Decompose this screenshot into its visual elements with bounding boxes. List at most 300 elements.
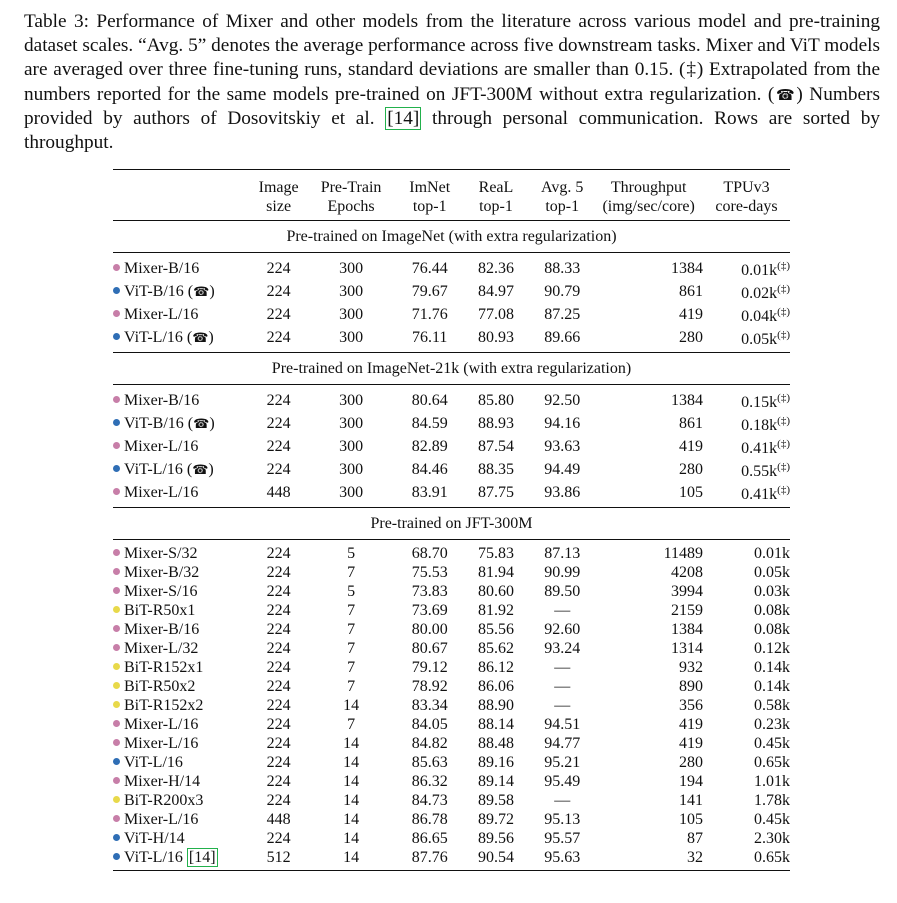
throughput-cell: 861 (678, 415, 703, 432)
throughput-cell: 2159 (670, 602, 703, 619)
table-row (113, 601, 790, 620)
throughput-cell: 890 (678, 678, 703, 695)
model-name: BiT-R152x2 (124, 697, 204, 714)
model-cell (113, 639, 253, 658)
tpu-cell (703, 385, 790, 413)
throughput-cell: 419 (678, 735, 703, 752)
results-table (113, 169, 790, 871)
tpu-value: 0.55k (741, 463, 778, 480)
citation-link[interactable]: [14] (188, 849, 216, 866)
mixer-marker-icon (113, 396, 120, 403)
tpu-cell (703, 563, 790, 582)
mixer-marker-icon (113, 310, 120, 317)
tpu-value: 0.01k (754, 545, 790, 562)
table-body (113, 221, 790, 871)
throughput-cell: 419 (678, 716, 703, 733)
avg5-cell: 89.50 (544, 583, 581, 600)
epochs-cell: 300 (339, 392, 364, 409)
header-epochs-2: Epochs (327, 198, 375, 215)
epochs-cell: 14 (304, 848, 397, 871)
paren-close: ) (208, 328, 214, 346)
model-name: Mixer-L/16 (124, 735, 199, 752)
epochs-cell: 7 (347, 716, 356, 733)
mixer-marker-icon (113, 720, 120, 727)
header-imnet-2: top-1 (412, 198, 447, 215)
mixer-marker-icon (113, 442, 120, 449)
tpu-cell (703, 458, 790, 481)
epochs-cell: 7 (347, 602, 356, 619)
phone-icon: ☎ (193, 416, 210, 432)
imnet-cell: 71.76 (411, 306, 448, 323)
throughput-cell: 280 (678, 754, 703, 771)
phone-icon: ☎ (193, 284, 210, 300)
model-cell (113, 734, 253, 753)
header-row-2 (113, 197, 790, 221)
model-name: Mixer-L/16 (124, 306, 199, 323)
section-header (113, 221, 790, 253)
table-row (113, 677, 790, 696)
avg5-cell: 88.33 (544, 260, 581, 277)
header-avg5-2: top-1 (545, 198, 580, 215)
image-size-cell: 224 (266, 659, 291, 676)
model-cell (113, 620, 253, 639)
real-cell: 84.97 (477, 283, 514, 300)
mixer-marker-icon (113, 739, 120, 746)
tpu-cell (703, 753, 790, 772)
tpu-value: 0.05k (754, 564, 790, 581)
image-size-cell: 224 (266, 830, 291, 847)
real-cell: 80.93 (477, 329, 514, 346)
avg5-cell: 95.13 (544, 811, 581, 828)
model-name: Mixer-L/32 (124, 640, 199, 657)
throughput-cell: 105 (678, 811, 703, 828)
model-cell (113, 791, 253, 810)
imnet-cell: 73.69 (411, 602, 448, 619)
model-name: ViT-L/16 ( (124, 460, 193, 478)
model-cell (113, 715, 253, 734)
tpu-value: 1.01k (754, 773, 790, 790)
real-cell: 86.06 (477, 678, 514, 695)
epochs-cell: 5 (347, 583, 356, 600)
model-name: Mixer-B/32 (124, 564, 200, 581)
real-cell: 90.54 (462, 848, 530, 871)
model-name: ViT-L/16 (124, 754, 183, 771)
tpu-cell (703, 620, 790, 639)
table-row (113, 715, 790, 734)
epochs-cell: 7 (347, 640, 356, 657)
real-cell: 75.83 (477, 545, 514, 562)
image-size-cell: 224 (266, 306, 291, 323)
image-size-cell: 224 (266, 773, 291, 790)
throughput-cell: 419 (678, 438, 703, 455)
imnet-cell: 79.67 (411, 283, 448, 300)
paren-close: ) (209, 414, 215, 432)
avg5-cell: 87.13 (544, 545, 581, 562)
tpu-cell (703, 540, 790, 564)
imnet-cell: 78.92 (411, 678, 448, 695)
phone-icon: ☎ (192, 462, 209, 478)
image-size-cell: 224 (266, 260, 291, 277)
header-tpu: TPUv3 (703, 170, 790, 198)
model-cell (113, 326, 253, 353)
table-row (113, 458, 790, 481)
tpu-cell (703, 253, 790, 281)
table-row (113, 829, 790, 848)
tpu-value: 1.78k (754, 792, 790, 809)
throughput-cell: 87 (686, 830, 703, 847)
epochs-cell: 300 (339, 329, 364, 346)
epochs-cell: 14 (343, 773, 360, 790)
throughput-cell: 4208 (670, 564, 703, 581)
image-size-cell: 448 (266, 811, 291, 828)
vit-marker-icon (113, 419, 120, 426)
citation-link[interactable]: [14] (387, 107, 420, 129)
mixer-marker-icon (113, 488, 120, 495)
table-row (113, 658, 790, 677)
avg5-cell: 93.63 (544, 438, 581, 455)
vit-marker-icon (113, 853, 120, 860)
avg5-cell: 94.77 (544, 735, 581, 752)
avg5-cell: 95.49 (544, 773, 581, 790)
header-image-size-2: size (266, 198, 292, 215)
imnet-cell: 83.34 (411, 697, 448, 714)
vit-marker-icon (113, 758, 120, 765)
caption-text-4: through personal communication. Rows are sorted by throughput. (24, 107, 880, 154)
real-cell: 89.56 (477, 830, 514, 847)
model-cell (113, 435, 253, 458)
model-cell (113, 829, 253, 848)
epochs-cell: 300 (339, 438, 364, 455)
mixer-marker-icon (113, 815, 120, 822)
extrapolated-mark: (‡) (777, 306, 790, 318)
tpu-value: 0.03k (754, 583, 790, 600)
table-row (113, 303, 790, 326)
epochs-cell: 5 (347, 545, 356, 562)
avg5-cell: 92.50 (544, 392, 581, 409)
header-real: ReaL (462, 170, 530, 198)
avg5-cell: 93.24 (544, 640, 581, 657)
epochs-cell: 7 (347, 621, 356, 638)
epochs-cell: 7 (347, 564, 356, 581)
header-avg5: Avg. 5 (530, 170, 594, 198)
extrapolated-mark: (‡) (777, 438, 790, 450)
real-cell: 88.35 (477, 461, 514, 478)
table-caption (24, 10, 880, 155)
imnet-cell: 84.73 (411, 792, 448, 809)
image-size-cell: 224 (266, 564, 291, 581)
tpu-value: 0.18k (741, 417, 778, 434)
tpu-cell (703, 677, 790, 696)
throughput-cell: 280 (678, 329, 703, 346)
avg5-cell: 89.66 (544, 329, 581, 346)
imnet-cell: 84.82 (411, 735, 448, 752)
model-cell (113, 658, 253, 677)
image-size-cell: 224 (266, 602, 291, 619)
epochs-cell: 300 (339, 461, 364, 478)
epochs-cell: 300 (339, 415, 364, 432)
real-cell: 88.93 (477, 415, 514, 432)
real-cell: 87.75 (477, 484, 514, 501)
caption-text-2: . (‡) Extrapolated from the numbers reported for the same models pre-trained on JFT-300M without extra regularization. ( (24, 59, 881, 105)
avg5-cell: 95.21 (544, 754, 581, 771)
header-epochs: Pre-Train (304, 170, 397, 198)
bit-marker-icon (113, 663, 120, 670)
model-name: Mixer-H/14 (124, 773, 201, 790)
model-cell (113, 412, 253, 435)
tpu-value: 0.02k (741, 285, 778, 302)
imnet-cell: 79.12 (411, 659, 448, 676)
caption-text-3: ) Numbers provided by authors of Dosovitskiy et al. (24, 83, 880, 129)
imnet-cell: 80.00 (411, 621, 448, 638)
tpu-value: 0.08k (754, 621, 790, 638)
avg5-cell: 90.79 (544, 283, 581, 300)
throughput-cell: 32 (594, 848, 703, 871)
image-size-cell: 224 (266, 735, 291, 752)
image-size-cell: 512 (253, 848, 305, 871)
bit-marker-icon (113, 606, 120, 613)
bit-marker-icon (113, 701, 120, 708)
mixer-marker-icon (113, 549, 120, 556)
vit-marker-icon (113, 465, 120, 472)
table-row (113, 253, 790, 281)
avg5-cell: — (554, 602, 571, 619)
image-size-cell: 224 (266, 678, 291, 695)
model-name: ViT-L/16 ( (124, 328, 193, 346)
image-size-cell: 224 (266, 438, 291, 455)
tpu-cell (703, 791, 790, 810)
extrapolated-mark: (‡) (777, 260, 790, 272)
model-cell (113, 253, 253, 281)
table-row (113, 734, 790, 753)
real-cell: 88.14 (477, 716, 514, 733)
section-header (113, 353, 790, 385)
header-model-2 (113, 197, 253, 221)
imnet-cell: 86.32 (411, 773, 448, 790)
header-image-size: Image (253, 170, 305, 198)
mixer-marker-icon (113, 568, 120, 575)
extrapolated-mark: (‡) (777, 461, 790, 473)
tpu-cell (703, 481, 790, 508)
image-size-cell: 224 (266, 754, 291, 771)
real-cell: 89.14 (477, 773, 514, 790)
tpu-cell (703, 658, 790, 677)
tpu-value: 0.45k (754, 735, 790, 752)
table-row (113, 435, 790, 458)
header-row-1 (113, 170, 790, 198)
tpu-value: 0.04k (741, 308, 778, 325)
header-tpu-2: core-days (715, 198, 778, 215)
epochs-cell: 14 (343, 792, 360, 809)
real-cell: 88.48 (477, 735, 514, 752)
image-size-cell: 224 (266, 545, 291, 562)
imnet-cell: 80.64 (411, 392, 448, 409)
throughput-cell: 141 (678, 792, 703, 809)
real-cell: 89.16 (477, 754, 514, 771)
image-size-cell: 224 (266, 583, 291, 600)
imnet-cell: 85.63 (411, 754, 448, 771)
bit-marker-icon (113, 796, 120, 803)
image-size-cell: 224 (266, 621, 291, 638)
throughput-cell: 105 (678, 484, 703, 501)
caption-number: 0.15 (634, 59, 669, 81)
extrapolated-mark: (‡) (777, 283, 790, 295)
vit-marker-icon (113, 287, 120, 294)
section-title: Pre-trained on ImageNet (with extra regularization) (113, 221, 790, 253)
bit-marker-icon (113, 682, 120, 689)
table-row (113, 412, 790, 435)
image-size-cell: 224 (266, 792, 291, 809)
tpu-cell (703, 582, 790, 601)
tpu-cell (703, 601, 790, 620)
imnet-cell: 82.89 (411, 438, 448, 455)
real-cell: 80.60 (477, 583, 514, 600)
avg5-cell: 94.49 (544, 461, 581, 478)
tpu-value: 0.65k (754, 849, 790, 866)
model-cell (113, 540, 253, 564)
avg5-cell: 87.25 (544, 306, 581, 323)
epochs-cell: 300 (339, 306, 364, 323)
tpu-value: 0.41k (741, 486, 778, 503)
model-cell (113, 481, 253, 508)
epochs-cell: 14 (343, 830, 360, 847)
model-name: BiT-R50x1 (124, 602, 196, 619)
vit-marker-icon (113, 333, 120, 340)
throughput-cell: 861 (678, 283, 703, 300)
tpu-value: 0.05k (741, 331, 778, 348)
extrapolated-mark: (‡) (777, 392, 790, 404)
epochs-cell: 300 (339, 260, 364, 277)
avg5-cell: — (554, 678, 571, 695)
tpu-value: 0.45k (754, 811, 790, 828)
avg5-cell: 95.57 (544, 830, 581, 847)
throughput-cell: 1384 (670, 260, 703, 277)
image-size-cell: 224 (266, 392, 291, 409)
tpu-cell (703, 848, 790, 871)
tpu-cell (703, 303, 790, 326)
imnet-cell: 84.46 (411, 461, 448, 478)
real-cell: 89.58 (477, 792, 514, 809)
epochs-cell: 14 (343, 697, 360, 714)
epochs-cell: 300 (339, 484, 364, 501)
real-cell: 85.80 (477, 392, 514, 409)
real-cell: 81.92 (477, 602, 514, 619)
avg5-cell: 94.16 (544, 415, 581, 432)
tpu-cell (703, 280, 790, 303)
throughput-cell: 1384 (670, 392, 703, 409)
tpu-cell (703, 326, 790, 353)
avg5-cell: 92.60 (544, 621, 581, 638)
epochs-cell: 14 (343, 811, 360, 828)
avg5-cell: — (554, 792, 571, 809)
epochs-cell: 7 (347, 678, 356, 695)
header-throughput-2: (img/sec/core) (602, 198, 695, 215)
table-row (113, 563, 790, 582)
epochs-cell: 14 (343, 735, 360, 752)
avg5-cell: — (554, 697, 571, 714)
header-real-2: top-1 (479, 198, 513, 215)
image-size-cell: 224 (266, 329, 291, 346)
throughput-cell: 932 (678, 659, 703, 676)
real-cell: 77.08 (477, 306, 514, 323)
tpu-value: 0.14k (754, 659, 790, 676)
mixer-marker-icon (113, 264, 120, 271)
avg5-cell: 90.99 (544, 564, 581, 581)
header-imnet: ImNet (398, 170, 462, 198)
model-cell (113, 280, 253, 303)
tpu-cell (703, 715, 790, 734)
model-cell (113, 601, 253, 620)
mixer-marker-icon (113, 625, 120, 632)
paren-close: ) (209, 282, 215, 300)
imnet-cell: 86.65 (411, 830, 448, 847)
table-row (113, 639, 790, 658)
imnet-cell: 80.67 (411, 640, 448, 657)
table-row (113, 385, 790, 413)
tpu-cell (703, 639, 790, 658)
table-row (113, 582, 790, 601)
real-cell: 85.56 (477, 621, 514, 638)
caption-text-1: Table 3: Performance of Mixer and other models from the literature across various model and pre-training dataset scales. “Avg. 5” denotes the average performance across five downstream tasks. Mixer and ViT models are averaged over three fine-tuning runs, standard deviations are smaller than (24, 11, 880, 81)
extrapolated-mark: (‡) (777, 484, 790, 496)
table-row (113, 772, 790, 791)
tpu-cell (703, 435, 790, 458)
model-cell (113, 677, 253, 696)
model-name: BiT-R50x2 (124, 678, 196, 695)
model-cell (113, 848, 253, 871)
tpu-value: 0.58k (754, 697, 790, 714)
imnet-cell: 68.70 (411, 545, 448, 562)
model-cell (113, 458, 253, 481)
throughput-cell: 194 (678, 773, 703, 790)
model-cell (113, 696, 253, 715)
imnet-cell: 84.05 (411, 716, 448, 733)
epochs-cell: 7 (347, 659, 356, 676)
phone-icon: ☎ (192, 330, 209, 346)
imnet-cell: 73.83 (411, 583, 448, 600)
throughput-cell: 11489 (663, 545, 703, 562)
vit-marker-icon (113, 834, 120, 841)
image-size-cell: 448 (266, 484, 291, 501)
model-name: Mixer-L/16 (124, 438, 199, 455)
real-cell: 86.12 (477, 659, 514, 676)
model-cell (113, 772, 253, 791)
imnet-cell: 84.59 (411, 415, 448, 432)
tpu-cell (703, 829, 790, 848)
epochs-cell: 300 (339, 283, 364, 300)
avg5-cell: 95.63 (530, 848, 594, 871)
mixer-marker-icon (113, 777, 120, 784)
table-row (113, 696, 790, 715)
model-name: Mixer-S/16 (124, 583, 198, 600)
throughput-cell: 419 (678, 306, 703, 323)
phone-icon: ☎ (774, 85, 797, 104)
section-title: Pre-trained on JFT-300M (113, 508, 790, 540)
model-name: Mixer-S/32 (124, 545, 198, 562)
model-name: Mixer-B/16 (124, 260, 200, 277)
avg5-cell: 93.86 (544, 484, 581, 501)
imnet-cell: 76.44 (411, 260, 448, 277)
model-cell (113, 810, 253, 829)
real-cell: 82.36 (477, 260, 514, 277)
model-name: BiT-R152x1 (124, 659, 204, 676)
model-cell (113, 753, 253, 772)
throughput-cell: 1384 (670, 621, 703, 638)
tpu-value: 2.30k (754, 830, 790, 847)
table-row (113, 753, 790, 772)
tpu-cell (703, 412, 790, 435)
throughput-cell: 356 (678, 697, 703, 714)
table-row (113, 620, 790, 639)
